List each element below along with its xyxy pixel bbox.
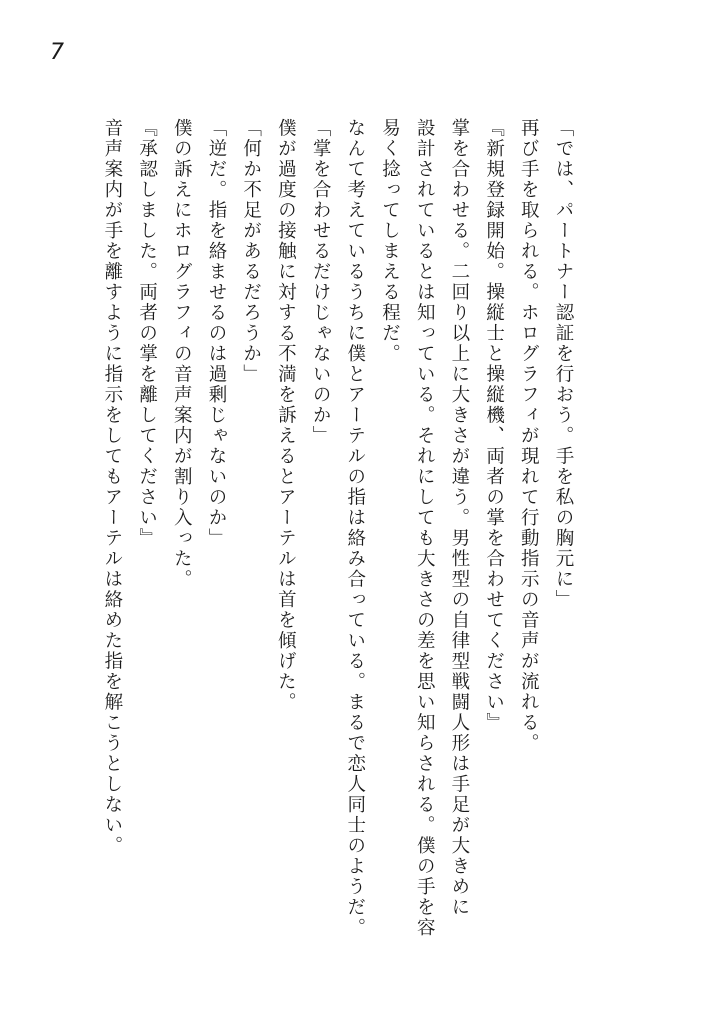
text-line: 易く捻ってしまえる程だ。 [379,118,401,364]
text-line: 「掌を合わせるだけじゃないのか」 [310,118,332,446]
text-line: 僕が過度の接触に対する不満を訴えるとアーテルは首を傾げた。 [275,118,297,713]
text-line: 再び手を取られる。ホログラフィが現れて行動指示の音声が流れる。 [518,118,540,754]
page-number: 7 [50,40,64,65]
text-line: 「では、パートナー認証を行おう。手を私の胸元に」 [553,118,574,610]
text-line: 『新規登録開始。操縦士と操縦機、両者の掌を合わせてください』 [483,118,505,733]
text-line: なんて考えているうちに僕とアーテルの指は絡み合っている。まるで恋人同士のようだ。 [344,118,366,938]
text-line: 『承認しました。両者の掌を離してください』 [136,118,158,549]
vertical-body-text [80,118,580,998]
text-line: 「逆だ。指を絡ませるのは過剰じゃないのか」 [205,118,227,549]
text-line: 設計されているとは知っている。それにしても大きさの差を思い知らされる。僕の手を容 [414,118,436,938]
text-line: 僕の訴えにホログラフィの音声案内が割り入った。 [171,118,193,590]
text-line: 「何か不足があるだろうか」 [240,118,262,385]
text-line: 掌を合わせる。二回り以上に大きさが違う。男性型の自律型戦闘人形は手足が大きめに [448,118,470,918]
text-line: 音声案内が手を離すように指示をしてもアーテルは絡めた指を解こうとしない。 [101,118,123,856]
